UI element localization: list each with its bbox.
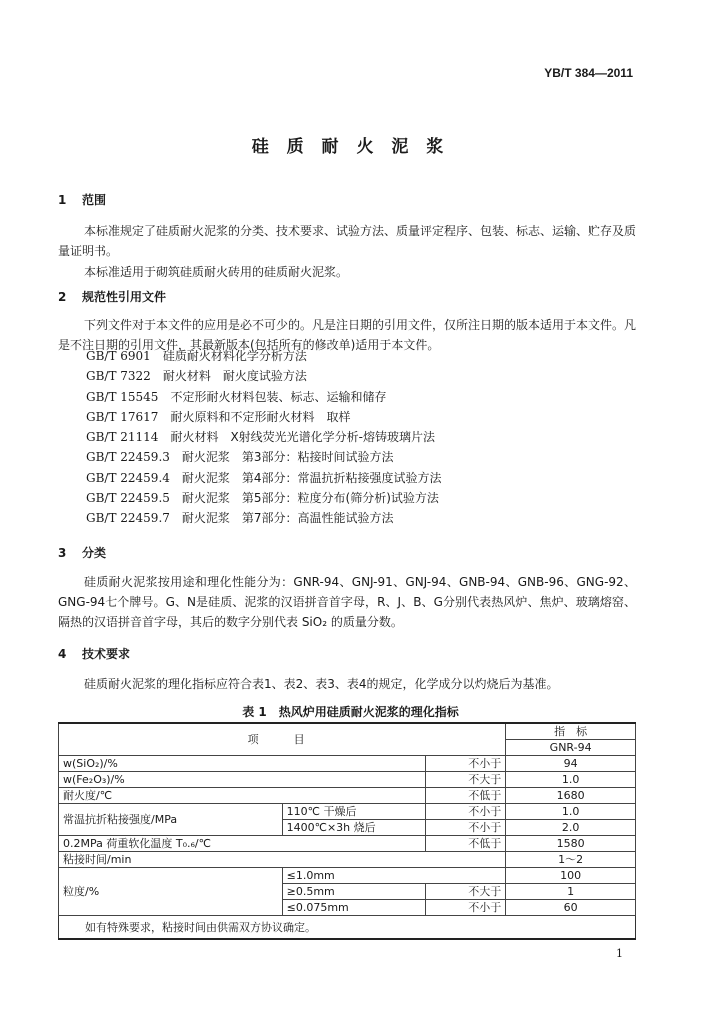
section-title: 规范性引用文件 [82, 290, 167, 304]
section-1-paragraph-2: 本标准适用于砌筑硅质耐火砖用的硅质耐火泥浆。 [84, 265, 349, 279]
reference-code: GB/T 17617 [86, 409, 159, 424]
row-value: 60 [506, 900, 636, 916]
row-condition: 不小于 [426, 804, 506, 820]
reference-code: GB/T 22459.5 [86, 491, 170, 506]
section-3-paragraph-1: 硅质耐火泥浆按用途和理化性能分为：GNR-94、GNJ-91、GNJ-94、GNB-94、GNB-96、GNG-92、GNG-94七个牌号。G、N是硅质、泥浆的汉语拼音首字母，R、J、B、G分别代表热风炉、焦炉、玻璃熔窑、隔热的汉语拼音首字母，其后的数字分别代表 SiO₂ 的质量分数。 [58, 575, 636, 629]
reference-item [86, 447, 442, 467]
row-condition: 不低于 [426, 788, 506, 804]
row-label: w(SiO₂)/% [59, 756, 426, 772]
reference-code: GB/T 15545 [86, 389, 159, 404]
row-value: 2.0 [506, 820, 636, 836]
table-row [59, 772, 636, 788]
reference-code: GB/T 22459.7 [86, 511, 170, 526]
row-label: w(Fe₂O₃)/% [59, 772, 426, 788]
row-condition: 不大于 [426, 884, 506, 900]
row-sublabel: ≤1.0mm [282, 868, 506, 884]
reference-item [86, 488, 442, 508]
section-title: 范围 [82, 193, 107, 207]
row-value: 1580 [506, 836, 636, 852]
table-row [59, 788, 636, 804]
reference-title: 不定形耐火材料包装、标志、运输和储存 [170, 389, 387, 404]
reference-title: 耐火材料 耐火度试验方法 [162, 369, 307, 384]
row-value: 1 [506, 884, 636, 900]
row-sublabel: ≤0.075mm [282, 900, 426, 916]
row-value: 100 [506, 868, 636, 884]
reference-title: 耐火泥浆 第7部分：高温性能试验方法 [181, 511, 394, 526]
row-sublabel: 110℃ 干燥后 [282, 804, 426, 820]
table-row [59, 836, 636, 852]
row-condition: 不小于 [426, 756, 506, 772]
section-number: 4 [58, 647, 67, 661]
row-value: 1～2 [506, 852, 636, 868]
reference-title: 耐火泥浆 第5部分：粒度分布(筛分析)试验方法 [181, 491, 439, 506]
section-3-heading [58, 544, 106, 561]
reference-item [86, 366, 442, 386]
row-condition: 不低于 [426, 836, 506, 852]
section-4-paragraph-1: 硅质耐火泥浆的理化指标应符合表1、表2、表3、表4的规定，化学成分以灼烧后为基准。 [84, 677, 559, 691]
table-note: 如有特殊要求，粘接时间由供需双方协议确定。 [59, 916, 636, 940]
reference-code: GB/T 22459.4 [86, 470, 170, 485]
reference-title: 耐火原料和不定形耐火材料 取样 [170, 409, 351, 424]
reference-item [86, 407, 442, 427]
reference-code: GB/T 6901 [86, 349, 151, 363]
section-number: 1 [58, 193, 67, 207]
row-label: 常温抗折粘接强度/MPa [59, 804, 283, 836]
reference-item [86, 387, 442, 407]
row-label: 粘接时间/min [59, 852, 506, 868]
table-note-row [59, 916, 636, 940]
section-4-heading [58, 645, 130, 662]
row-value: 1.0 [506, 804, 636, 820]
table-caption: 表 1 热风炉用硅质耐火泥浆的理化指标 [242, 705, 459, 719]
section-title: 技术要求 [82, 647, 131, 661]
row-sublabel: 1400℃×3h 烧后 [282, 820, 426, 836]
row-label: 粒度/% [59, 868, 283, 916]
row-condition: 不小于 [426, 820, 506, 836]
row-label: 0.2MPa 荷重软化温度 T₀.₆/℃ [59, 836, 426, 852]
reference-code: GB/T 21114 [86, 430, 159, 445]
row-condition: 不大于 [426, 772, 506, 788]
document-title: 硅 质 耐 火 泥 浆 [251, 137, 450, 157]
row-label: 耐火度/℃ [59, 788, 426, 804]
reference-title: 耐火材料 X射线荧光光谱化学分析-熔铸玻璃片法 [170, 430, 436, 445]
row-value: 1.0 [506, 772, 636, 788]
reference-code: GB/T 22459.3 [86, 450, 170, 465]
row-sublabel: ≥0.5mm [282, 884, 426, 900]
table-row [59, 756, 636, 772]
reference-title: 硅质耐火材料化学分析方法 [162, 349, 307, 363]
section-1-paragraph-1: 本标准规定了硅质耐火泥浆的分类、技术要求、试验方法、质量评定程序、包装、标志、运输、贮存及质量证明书。 [58, 224, 637, 258]
reference-title: 耐火泥浆 第3部分：粘接时间试验方法 [181, 450, 394, 465]
table-header-row [59, 723, 636, 740]
normative-reference-list [86, 346, 442, 529]
reference-item [86, 346, 442, 366]
reference-item [86, 508, 442, 528]
table-row [59, 804, 636, 820]
row-condition: 不小于 [426, 900, 506, 916]
reference-code: GB/T 7322 [86, 369, 151, 384]
page-number: 1 [616, 947, 623, 960]
section-1-heading [58, 191, 106, 208]
spec-table [58, 722, 636, 940]
reference-title: 耐火泥浆 第4部分：常温抗折粘接强度试验方法 [181, 470, 442, 485]
row-value: 94 [506, 756, 636, 772]
section-number: 3 [58, 546, 67, 560]
header-item: 项 目 [59, 723, 506, 756]
table-row [59, 868, 636, 884]
section-2-paragraph-1: 下列文件对于本文件的应用是必不可少的。凡是注日期的引用文件，仅所注日期的版本适用于本文件。凡是不注日期的引用文件，其最新版本(包括所有的修改单)适用于本文件。 [58, 318, 637, 352]
section-number: 2 [58, 290, 67, 304]
standard-code: YB/T 384—2011 [544, 66, 633, 80]
table-row [59, 852, 636, 868]
header-index: 指 标 [506, 723, 636, 740]
reference-item [86, 427, 442, 447]
header-grade: GNR-94 [506, 740, 636, 756]
reference-item [86, 468, 442, 488]
section-title: 分类 [82, 546, 107, 560]
section-2-heading [58, 288, 166, 305]
row-value: 1680 [506, 788, 636, 804]
